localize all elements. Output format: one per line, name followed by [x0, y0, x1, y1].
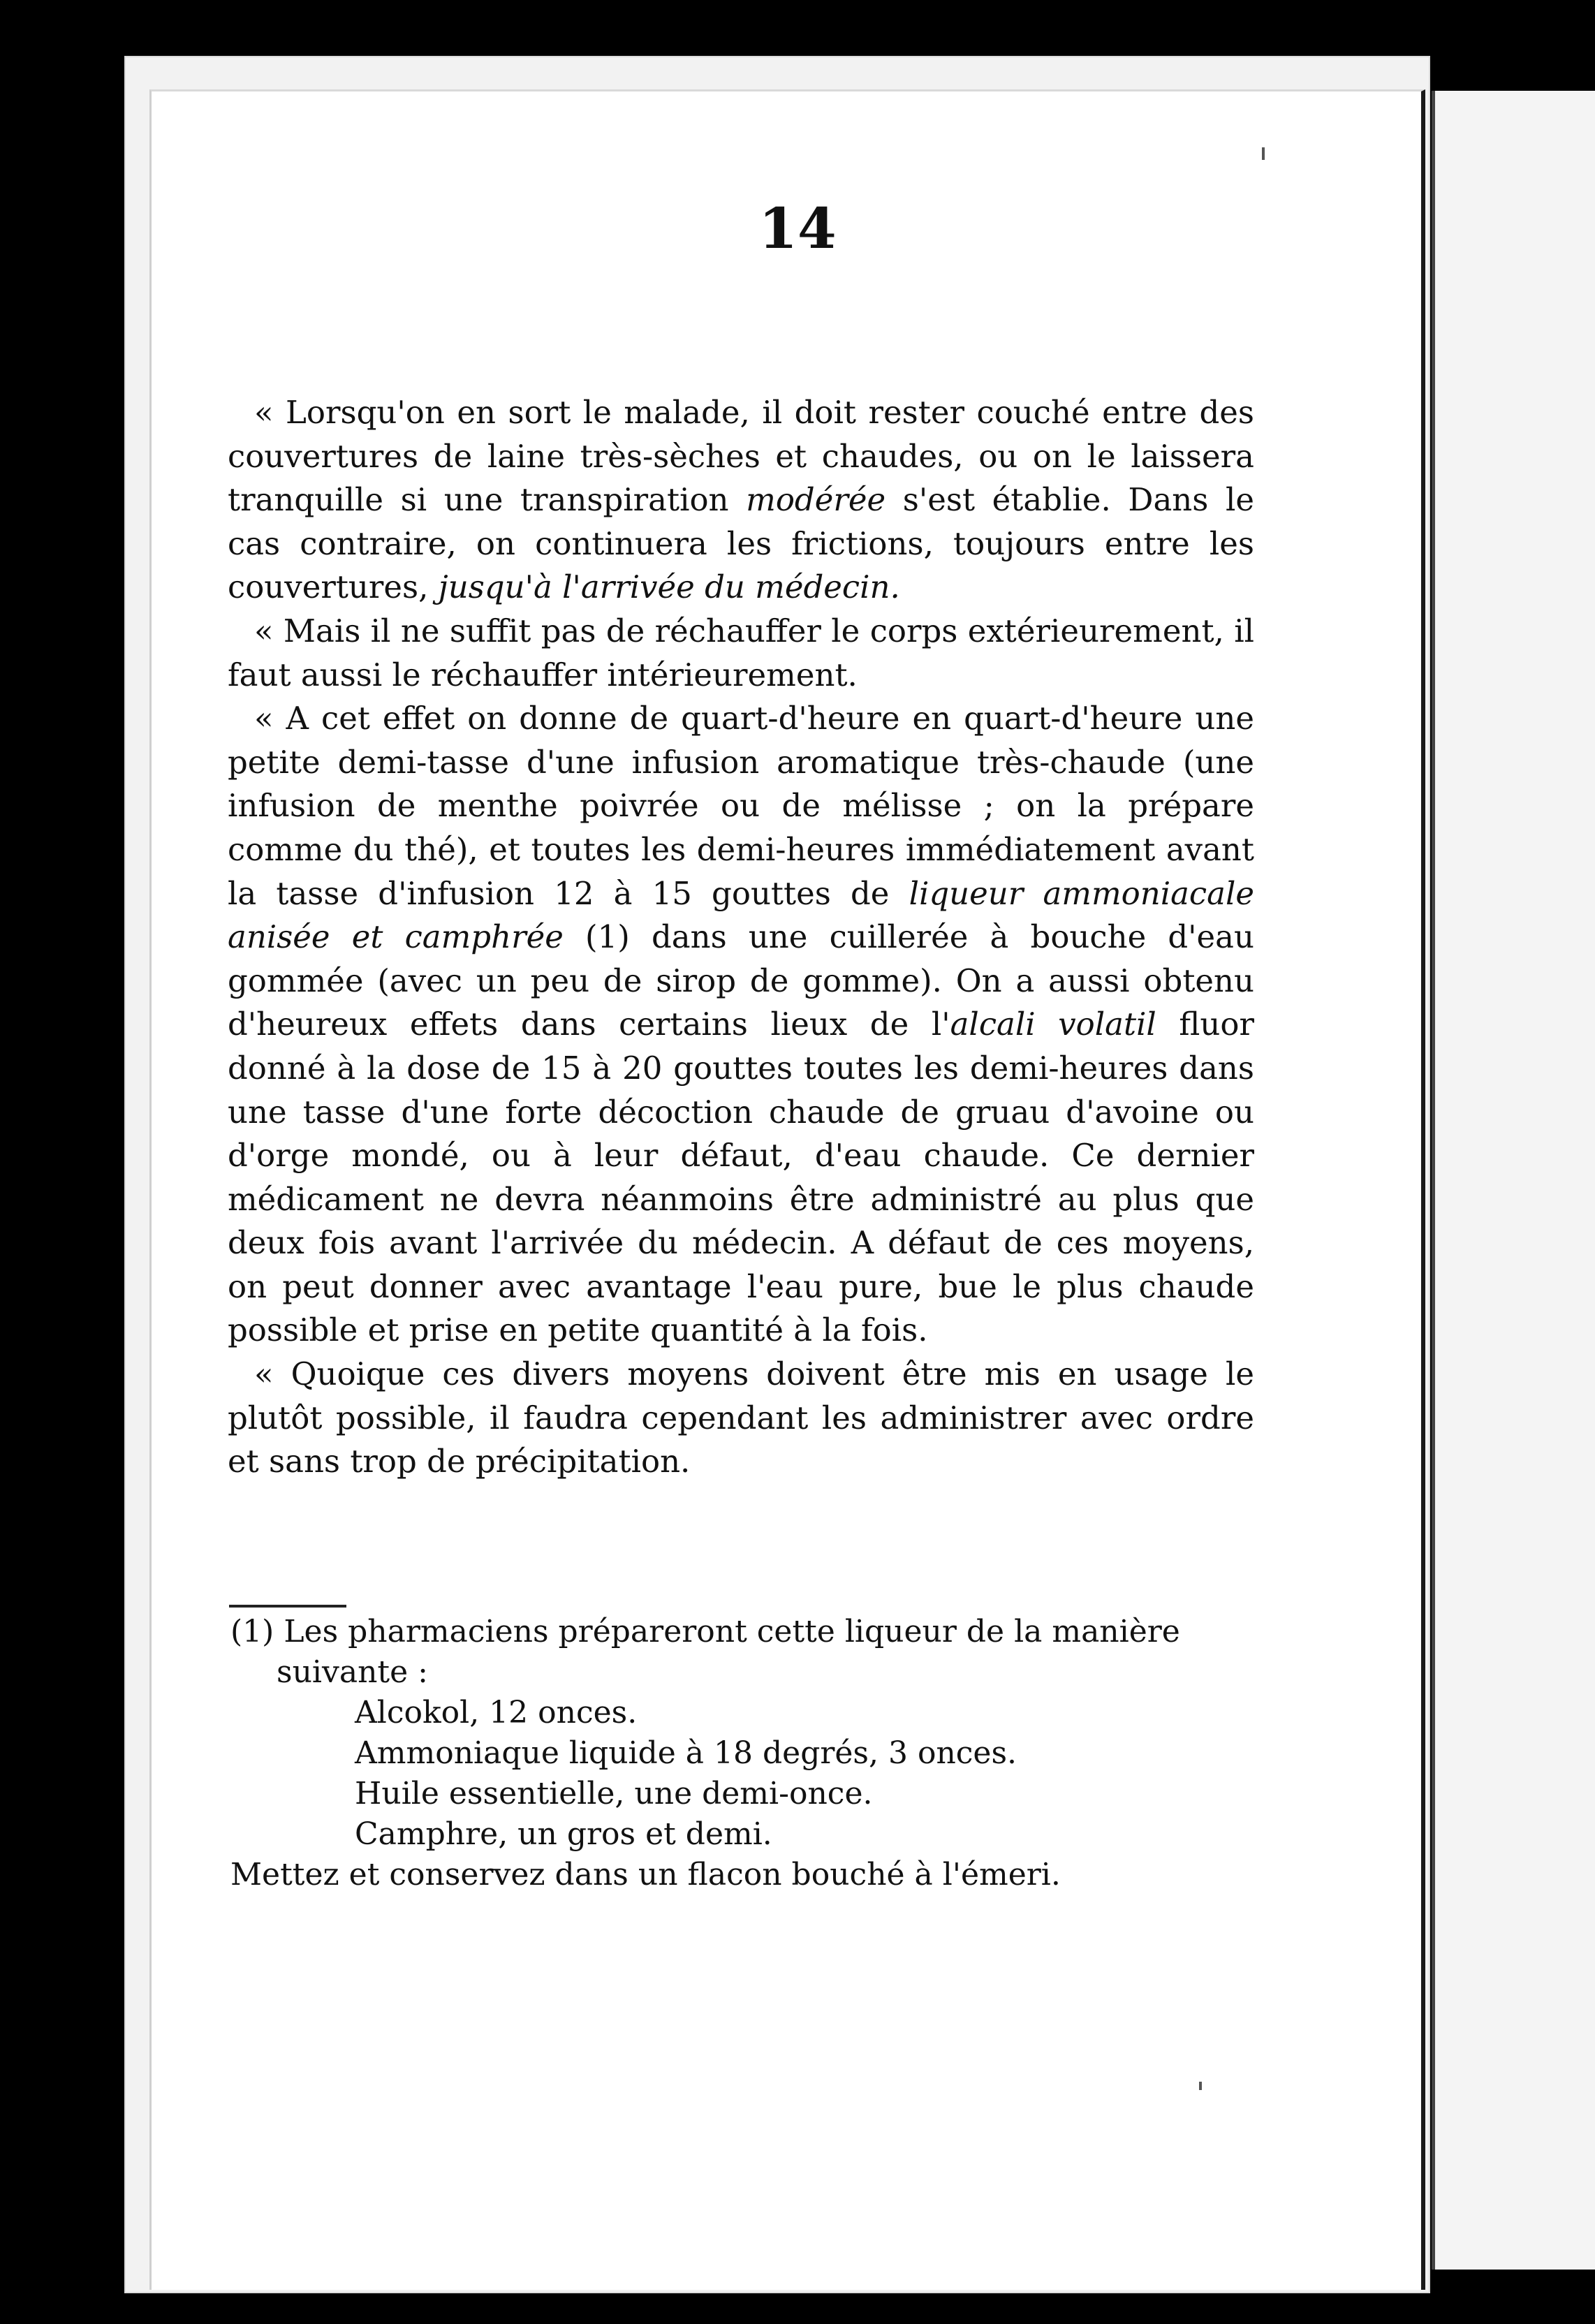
paragraph — [228, 697, 1254, 1353]
paragraph — [228, 391, 1254, 610]
footnote-lead: (1) Les pharmaciens prépareront cette liqueur de la manière suivante : — [230, 1614, 1180, 1690]
paper-speck — [1199, 2082, 1202, 2090]
italic-run: modérée — [746, 481, 886, 519]
paragraph — [228, 1353, 1254, 1484]
paragraph — [228, 610, 1254, 697]
body-text — [228, 391, 1254, 1484]
recipe-line: Alcokol, 12 onces. — [355, 1695, 638, 1730]
text-run: « Lorsqu'on en sort le malade, il doit rester couché entre des couvertures de laine très-sèches et chaudes, ou on le laissera tranquille si une transpiration — [228, 394, 1254, 519]
footnote-rule — [229, 1605, 346, 1608]
recipe-line: Huile essentielle, une demi-once. — [355, 1776, 873, 1811]
italic-run: alcali volatil — [950, 1006, 1156, 1043]
text-run: « Quoique ces divers moyens doivent être mis en usage le plutôt possible, il faudra cependant les administrer avec ordre et sans trop de précipitation. — [228, 1355, 1254, 1480]
recipe-line: Camphre, un gros et demi. — [355, 1816, 772, 1852]
recipe-line: Ammoniaque liquide à 18 degrés, 3 onces. — [355, 1735, 1017, 1771]
text-run: (1) dans une cuillerée à bouche d'eau gommée (avec un peu de sirop de gomme). On a aussi obtenu d'heureux effets dans certains lieux de l' — [228, 918, 1254, 1043]
text-run: « Mais il ne suffit pas de réchauffer le corps extérieurement, il faut aussi le réchauffer intérieurement. — [228, 612, 1254, 693]
italic-run: jusqu'à l'arrivée du médecin. — [438, 568, 900, 606]
text-run: fluor donné à la dose de 15 à 20 gouttes toutes les demi-heures dans une tasse d'une forte décoction chaude de gruau d'avoine ou d'orge mondé, ou à leur défaut, d'eau chaude. Ce dernier médicament ne devra néanmoins être administré au plus que deux fois avant l'arrivée du médecin. A défaut de ces moyens, on peut donner avec avantage l'eau pure, bue le plus chaude possible et prise en petite quantité à la fois. — [228, 1006, 1255, 1349]
text-run: s'est établie. Dans le cas contraire, on continuera les frictions, toujours entre les couvertures, — [228, 481, 1254, 606]
footnote-closing: Mettez et conservez dans un flacon bouché à l'émeri. — [230, 1857, 1061, 1892]
italic-run: liqueur ammoniacale anisée et camphrée — [228, 874, 1254, 956]
paper-speck — [1262, 147, 1265, 160]
adjacent-page-edge — [1432, 91, 1595, 2270]
footnote — [230, 1612, 1278, 1895]
page-number: 14 — [758, 196, 837, 261]
text-run: « A cet effet on donne de quart-d'heure en quart-d'heure une petite demi-tasse d'une infusion aromatique très-chaude (une infusion de menthe poivrée ou de mélisse ; on la prépare comme du thé), et toutes les demi-heures immédiatement avant la tasse d'infusion 12 à 15 gouttes de — [228, 700, 1254, 912]
